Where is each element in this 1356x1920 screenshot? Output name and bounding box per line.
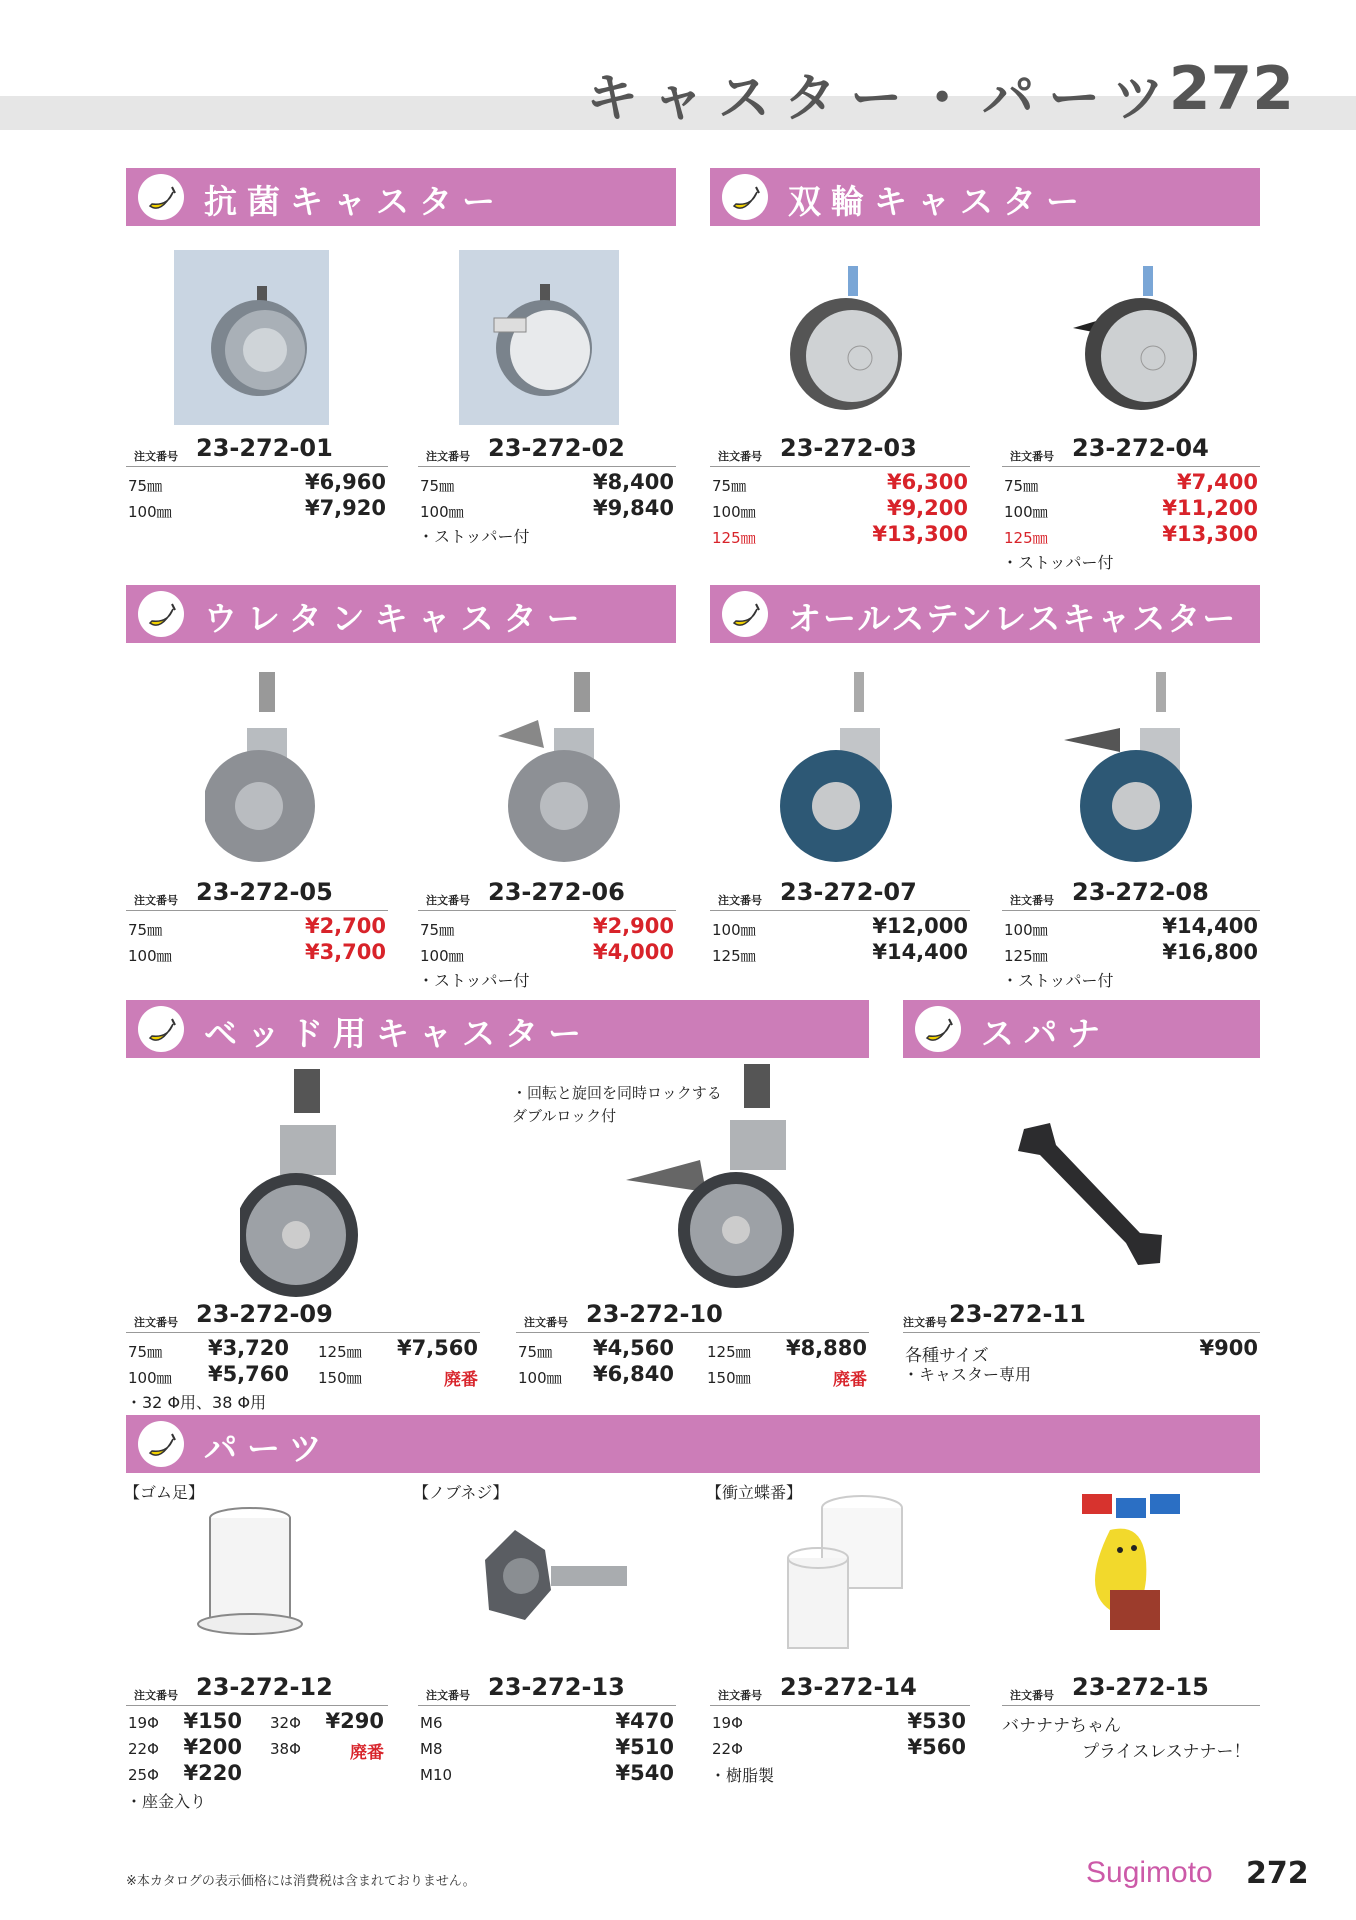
product-note: ・キャスター専用 — [903, 1365, 1032, 1384]
part-heading: 【衝立蝶番】 — [706, 1483, 803, 1502]
product-image-twin-caster-stopper — [459, 250, 619, 425]
banana-icon — [138, 174, 184, 220]
product-image-knob-screw — [465, 1500, 635, 1650]
order-number-row: 注文番号 23-272-07 — [710, 880, 970, 911]
price-line: 25Φ ¥220 — [128, 1761, 242, 1785]
section-parts — [126, 1415, 1260, 1473]
product-image-twin-caster — [174, 250, 329, 425]
product-note: ・ストッパー付 — [1002, 971, 1114, 990]
product-image-partition-hinge — [778, 1488, 918, 1658]
price-line: 38Φ 廃番 — [270, 1740, 384, 1763]
order-code: 23-272-10 — [586, 1300, 723, 1328]
price-line: 75㎜ ¥3,720 — [128, 1336, 289, 1361]
product-note: ・ストッパー付 — [1002, 553, 1114, 572]
price-line: 100㎜ ¥14,400 — [1004, 914, 1258, 939]
order-number-row: 注文番号 23-272-02 — [418, 436, 676, 467]
section-bed — [126, 1000, 869, 1058]
price-line: 75㎜ ¥2,700 — [128, 914, 386, 939]
price-line: 100㎜ ¥7,920 — [128, 496, 386, 521]
order-number-row: 注文番号 23-272-01 — [126, 436, 388, 467]
order-code: 23-272-11 — [949, 1300, 1086, 1328]
banana-icon — [138, 1421, 184, 1467]
product-image-spanner — [1010, 1115, 1170, 1275]
mascot-slogan: プライスレスナナー！ — [1082, 1742, 1251, 1762]
price-line: 125㎜ ¥7,560 — [318, 1336, 478, 1361]
price-line: 100㎜ ¥5,760 — [128, 1362, 289, 1387]
product-note: ・座金入り — [126, 1792, 207, 1811]
section-title: パーツ — [204, 1429, 332, 1468]
price-line: 75㎜ ¥2,900 — [420, 914, 674, 939]
product-image-rubber-foot — [195, 1500, 305, 1650]
price-line: 75㎜ ¥8,400 — [420, 470, 674, 495]
order-code: 23-272-02 — [488, 434, 625, 462]
order-number-row: 注文番号 23-272-15 — [1002, 1675, 1260, 1706]
product-note-top: ・回転と旋回を同時ロックする ダブルロック付 — [512, 1084, 722, 1125]
product-image-urethane-caster — [205, 665, 325, 870]
order-number-row: 注文番号 23-272-12 — [126, 1675, 388, 1706]
price-line: M8 ¥510 — [420, 1735, 674, 1759]
price-line: 125㎜ ¥13,300 — [1004, 522, 1258, 547]
product-note: ・ストッパー付 — [418, 527, 530, 546]
order-code: 23-272-13 — [488, 1673, 625, 1701]
price-line: 75㎜ ¥6,960 — [128, 470, 386, 495]
product-note: ・32 Φ用、38 Φ用 — [126, 1393, 267, 1412]
price-line: 100㎜ ¥9,200 — [712, 496, 968, 521]
order-number-row: 注文番号 23-272-05 — [126, 880, 388, 911]
part-heading: 【ノブネジ】 — [413, 1483, 509, 1502]
product-image-stainless-caster-stopper — [1060, 665, 1210, 870]
order-number-row: 注文番号 23-272-04 — [1002, 436, 1260, 467]
price-line: 75㎜ ¥4,560 — [518, 1336, 674, 1361]
order-number-row: 注文番号 23-272-09 — [126, 1302, 480, 1333]
order-code: 23-272-15 — [1072, 1673, 1209, 1701]
price-line: 125㎜ ¥13,300 — [712, 522, 968, 547]
price-line: 150㎜ 廃番 — [318, 1369, 478, 1390]
order-code: 23-272-14 — [780, 1673, 917, 1701]
product-image-bed-caster — [240, 1065, 370, 1300]
section-title: 双輪キャスター — [788, 182, 1089, 221]
section-title: スパナ — [981, 1014, 1110, 1053]
banana-icon — [138, 1006, 184, 1052]
order-code: 23-272-12 — [196, 1673, 333, 1701]
section-urethane — [126, 585, 676, 643]
section-twin — [710, 168, 1260, 226]
product-image-twin-caster-stopper — [1058, 250, 1208, 425]
price-line: 19Φ ¥530 — [712, 1709, 966, 1733]
product-note: ・樹脂製 — [710, 1766, 775, 1785]
order-code: 23-272-08 — [1072, 878, 1209, 906]
price-line: 19Φ ¥150 — [128, 1709, 242, 1733]
product-image-twin-caster — [770, 250, 920, 425]
banana-icon — [915, 1006, 961, 1052]
price-line: 100㎜ ¥3,700 — [128, 940, 386, 965]
banana-icon — [722, 591, 768, 637]
section-title: 抗菌キャスター — [204, 182, 505, 221]
order-code: 23-272-09 — [196, 1300, 333, 1328]
brand-logo: Sugimoto — [1086, 1856, 1213, 1889]
price-line: 75㎜ ¥7,400 — [1004, 470, 1258, 495]
banana-icon — [722, 174, 768, 220]
price-line: 各種サイズ ¥900 — [905, 1336, 1258, 1366]
product-note: ・ストッパー付 — [418, 971, 530, 990]
order-code: 23-272-01 — [196, 434, 333, 462]
section-title: オールステンレスキャスター — [788, 599, 1238, 638]
part-heading: 【ゴム足】 — [124, 1483, 205, 1502]
section-title: ベッド用キャスター — [204, 1014, 591, 1053]
section-title: ウレタンキャスター — [204, 599, 590, 638]
order-number-row: 注文番号 23-272-08 — [1002, 880, 1260, 911]
mascot-banana-image — [1070, 1490, 1190, 1650]
product-image-stainless-caster — [780, 665, 910, 870]
order-number-row: 注文番号 23-272-14 — [710, 1675, 970, 1706]
price-line: 100㎜ ¥9,840 — [420, 496, 674, 521]
order-number-row: 注文番号 23-272-03 — [710, 436, 970, 467]
mascot-name: バナナナちゃん — [1002, 1716, 1121, 1736]
page-number: 272 — [1168, 54, 1294, 124]
price-line: 100㎜ ¥6,840 — [518, 1362, 674, 1387]
order-code: 23-272-05 — [196, 878, 333, 906]
price-line: 32Φ ¥290 — [270, 1709, 384, 1733]
tax-note: ※本カタログの表示価格には消費税は含まれておりません。 — [126, 1874, 476, 1889]
price-line: M6 ¥470 — [420, 1709, 674, 1733]
banana-icon — [138, 591, 184, 637]
price-line: 125㎜ ¥8,880 — [707, 1336, 867, 1361]
order-code: 23-272-06 — [488, 878, 625, 906]
price-line: 75㎜ ¥6,300 — [712, 470, 968, 495]
price-line: 100㎜ ¥12,000 — [712, 914, 968, 939]
order-code: 23-272-04 — [1072, 434, 1209, 462]
product-image-urethane-caster-stopper — [488, 665, 623, 870]
price-line: 22Φ ¥560 — [712, 1735, 966, 1759]
price-line: 100㎜ ¥11,200 — [1004, 496, 1258, 521]
price-line: 125㎜ ¥16,800 — [1004, 940, 1258, 965]
order-code: 23-272-03 — [780, 434, 917, 462]
section-stainless — [710, 585, 1260, 643]
price-line: 100㎜ ¥4,000 — [420, 940, 674, 965]
order-number-row: 注文番号 23-272-10 — [516, 1302, 869, 1333]
page-title: キャスター・パーツ — [586, 69, 1178, 129]
order-number-row: 注文番号 23-272-11 — [903, 1302, 1260, 1333]
section-antibacterial — [126, 168, 676, 226]
order-number-row: 注文番号 23-272-06 — [418, 880, 676, 911]
footer-page-number: 272 — [1246, 1856, 1309, 1891]
price-line: 125㎜ ¥14,400 — [712, 940, 968, 965]
order-number-row: 注文番号 23-272-13 — [418, 1675, 676, 1706]
price-line: 150㎜ 廃番 — [707, 1369, 867, 1390]
price-line: 22Φ ¥200 — [128, 1735, 242, 1759]
section-spanner — [903, 1000, 1260, 1058]
price-line: M10 ¥540 — [420, 1761, 674, 1785]
order-code: 23-272-07 — [780, 878, 917, 906]
